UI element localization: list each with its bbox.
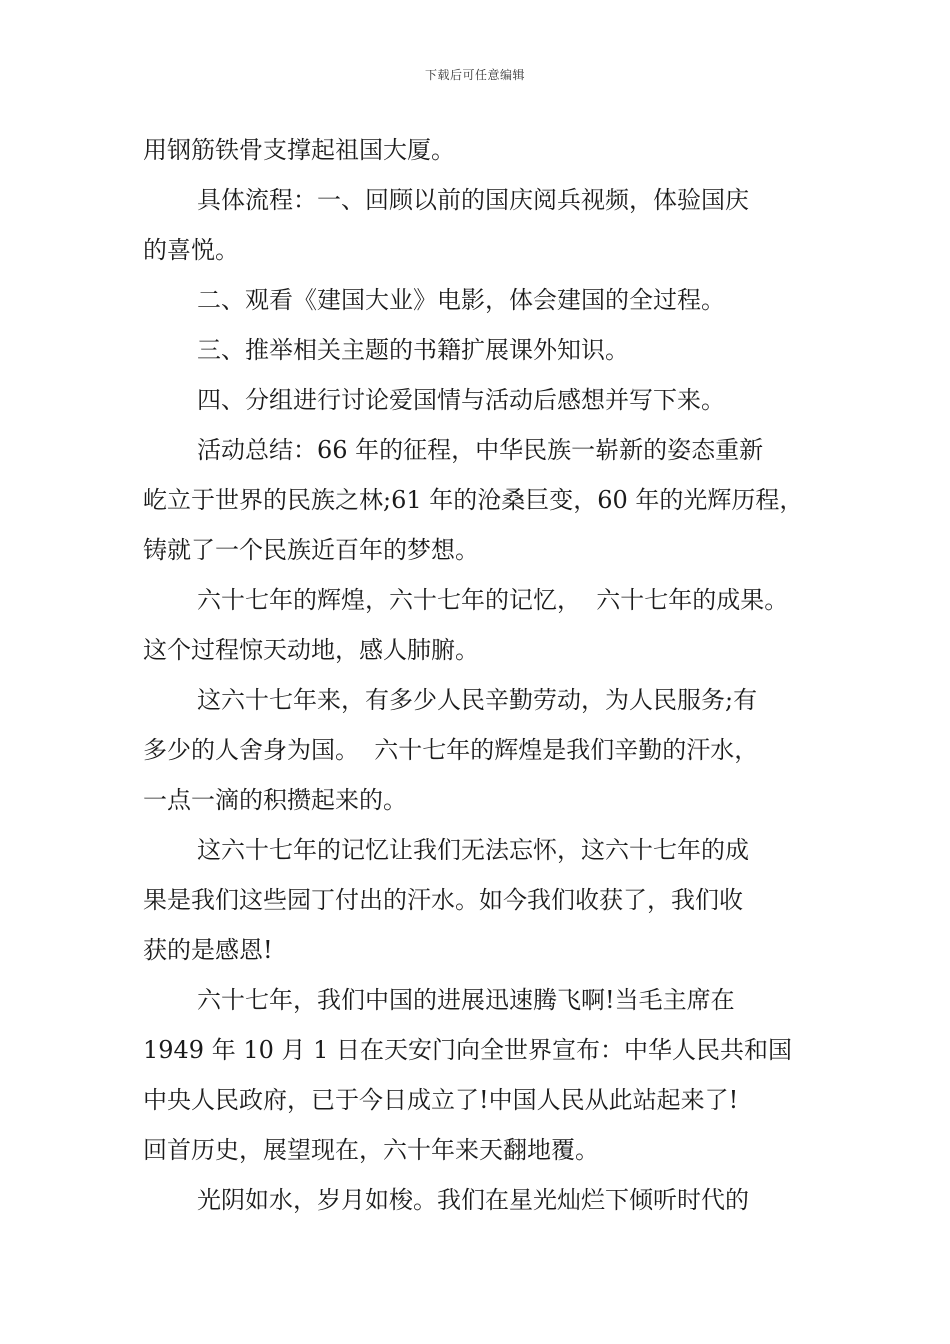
document-body xyxy=(143,125,811,1225)
text-line: 多少的人舍身为国。 六十七年的辉煌是我们辛勤的汗水， xyxy=(143,736,759,764)
text-line: 的喜悦。 xyxy=(143,236,239,264)
text-line: 铸就了一个民族近百年的梦想。 xyxy=(143,536,479,564)
text-line: 屹立于世界的民族之林;61 年的沧桑巨变，60 年的光辉历程， xyxy=(143,486,804,514)
text-line: 三、推举相关主题的书籍扩展课外知识。 xyxy=(197,336,629,364)
text-line: 活动总结：66 年的征程，中华民族一崭新的姿态重新 xyxy=(197,436,764,464)
text-line: 光阴如水，岁月如梭。我们在星光灿烂下倾听时代的 xyxy=(197,1186,749,1214)
text-line: 1949 年 10 月 1 日在天安门向全世界宣布：中华人民共和国 xyxy=(143,1036,793,1064)
text-line: 这六十七年的记忆让我们无法忘怀，这六十七年的成 xyxy=(197,836,749,864)
text-line: 这六十七年来，有多少人民辛勤劳动，为人民服务;有 xyxy=(197,686,758,714)
text-line: 回首历史，展望现在，六十年来天翻地覆。 xyxy=(143,1136,599,1164)
page-header-note: 下载后可任意编辑 xyxy=(424,68,525,82)
text-line: 四、分组进行讨论爱国情与活动后感想并写下来。 xyxy=(197,386,725,414)
text-line: 用钢筋铁骨支撑起祖国大厦。 xyxy=(143,136,455,164)
text-line: 二、观看《建国大业》电影，体会建国的全过程。 xyxy=(197,286,725,314)
text-line: 六十七年的辉煌，六十七年的记忆， 六十七年的成果。 xyxy=(197,586,789,614)
text-line: 一点一滴的积攒起来的。 xyxy=(143,786,407,814)
text-line: 这个过程惊天动地，感人肺腑。 xyxy=(143,636,479,664)
text-line: 六十七年，我们中国的进展迅速腾飞啊!当毛主席在 xyxy=(197,986,735,1014)
text-line: 果是我们这些园丁付出的汗水。如今我们收获了，我们收 xyxy=(143,886,743,914)
text-line: 具体流程：一、回顾以前的国庆阅兵视频，体验国庆 xyxy=(197,186,749,214)
text-line: 中央人民政府，已于今日成立了!中国人民从此站起来了! xyxy=(143,1086,739,1114)
text-line: 获的是感恩! xyxy=(143,936,273,964)
